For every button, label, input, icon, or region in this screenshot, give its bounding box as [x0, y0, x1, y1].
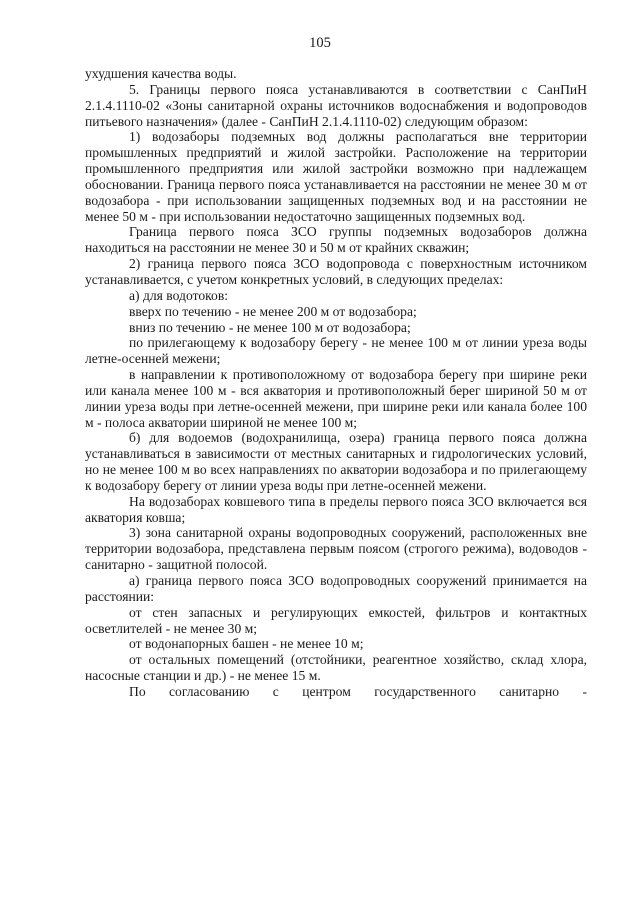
paragraph: а) для водотоков: [129, 287, 229, 303]
paragraph: Граница первого пояса ЗСО группы подземных водозаборов должна находиться на расстоянии не менее 30 и 50 м от крайних скважин; [85, 224, 587, 256]
paragraph: По согласованию с центром государственного санитарно - [129, 683, 587, 699]
paragraph: от стен запасных и регулирующих емкостей, фильтров и контактных осветлителей - не менее 30 м; [85, 604, 587, 636]
paragraph: 2) граница первого пояса ЗСО водопровода с поверхностным источником устанавливается, с учетом конкретных условий, в следующих пределах: [85, 256, 587, 287]
paragraph: по прилегающему к водозабору берегу - не менее 100 м от линии уреза воды летне-осенней межени; [85, 335, 587, 367]
page-number: 105 [309, 35, 331, 51]
paragraph: ухудшения качества воды. [85, 66, 237, 81]
paragraph: вниз по течению - не менее 100 м от водозабора; [129, 319, 411, 335]
paragraph: 1) водозаборы подземных вод должны располагаться вне территории промышленных предприятий и жилой застройки. Расположение на территории промышленного предприятия или жилой застройки возможно при надлежащем обосновании. Граница первого пояса устанавливается на расстоянии не менее 30 м от водозабора - при использовании защищенных подземных вод и на расстоянии не менее 50 м - при использовании недостаточно защищенных подземных вод. [85, 129, 587, 224]
paragraph: 5. Границы первого пояса устанавливаются в соответствии с СанПиН 2.1.4.1110-02 «Зоны санитарной охраны источников водоснабжения и водопроводов питьевого назначения» (далее - СанПиН 2.1.4.1110-02) следующим образом: [85, 81, 587, 129]
paragraph: На водозаборах ковшевого типа в пределы первого пояса ЗСО включается вся акватория ковша; [85, 493, 587, 525]
paragraph: от остальных помещений (отстойники, реагентное хозяйство, склад хлора, насосные станции и др.) - не менее 15 м. [85, 652, 587, 684]
document-body [85, 66, 587, 700]
paragraph: 3) зона санитарной охраны водопроводных сооружений, расположенных вне территории водозабора, представлена первым поясом (строгого режима), водоводов - санитарно - защитной полосой. [85, 525, 587, 573]
paragraph: в направлении к противоположному от водозабора берегу при ширине реки или канала менее 100 м - вся акватория и противоположный берег шириной 50 м от линии уреза воды при летне-осенней межени, при ширине реки или канала более 100 м - полоса акватории шириной не менее 100 м; [85, 367, 587, 430]
paragraph: б) для водоемов (водохранилища, озера) граница первого пояса должна устанавливаться в зависимости от местных санитарных и гидрологических условий, но не менее 100 м во всех направлениях по акватории водозабора и по прилегающему к водозабору берегу от линии уреза воды при летне-осенней межени. [85, 430, 587, 493]
paragraph: от водонапорных башен - не менее 10 м; [129, 636, 364, 652]
paragraph: вверх по течению - не менее 200 м от водозабора; [129, 303, 417, 319]
paragraph: а) граница первого пояса ЗСО водопроводных сооружений принимается на расстоянии: [85, 573, 587, 604]
